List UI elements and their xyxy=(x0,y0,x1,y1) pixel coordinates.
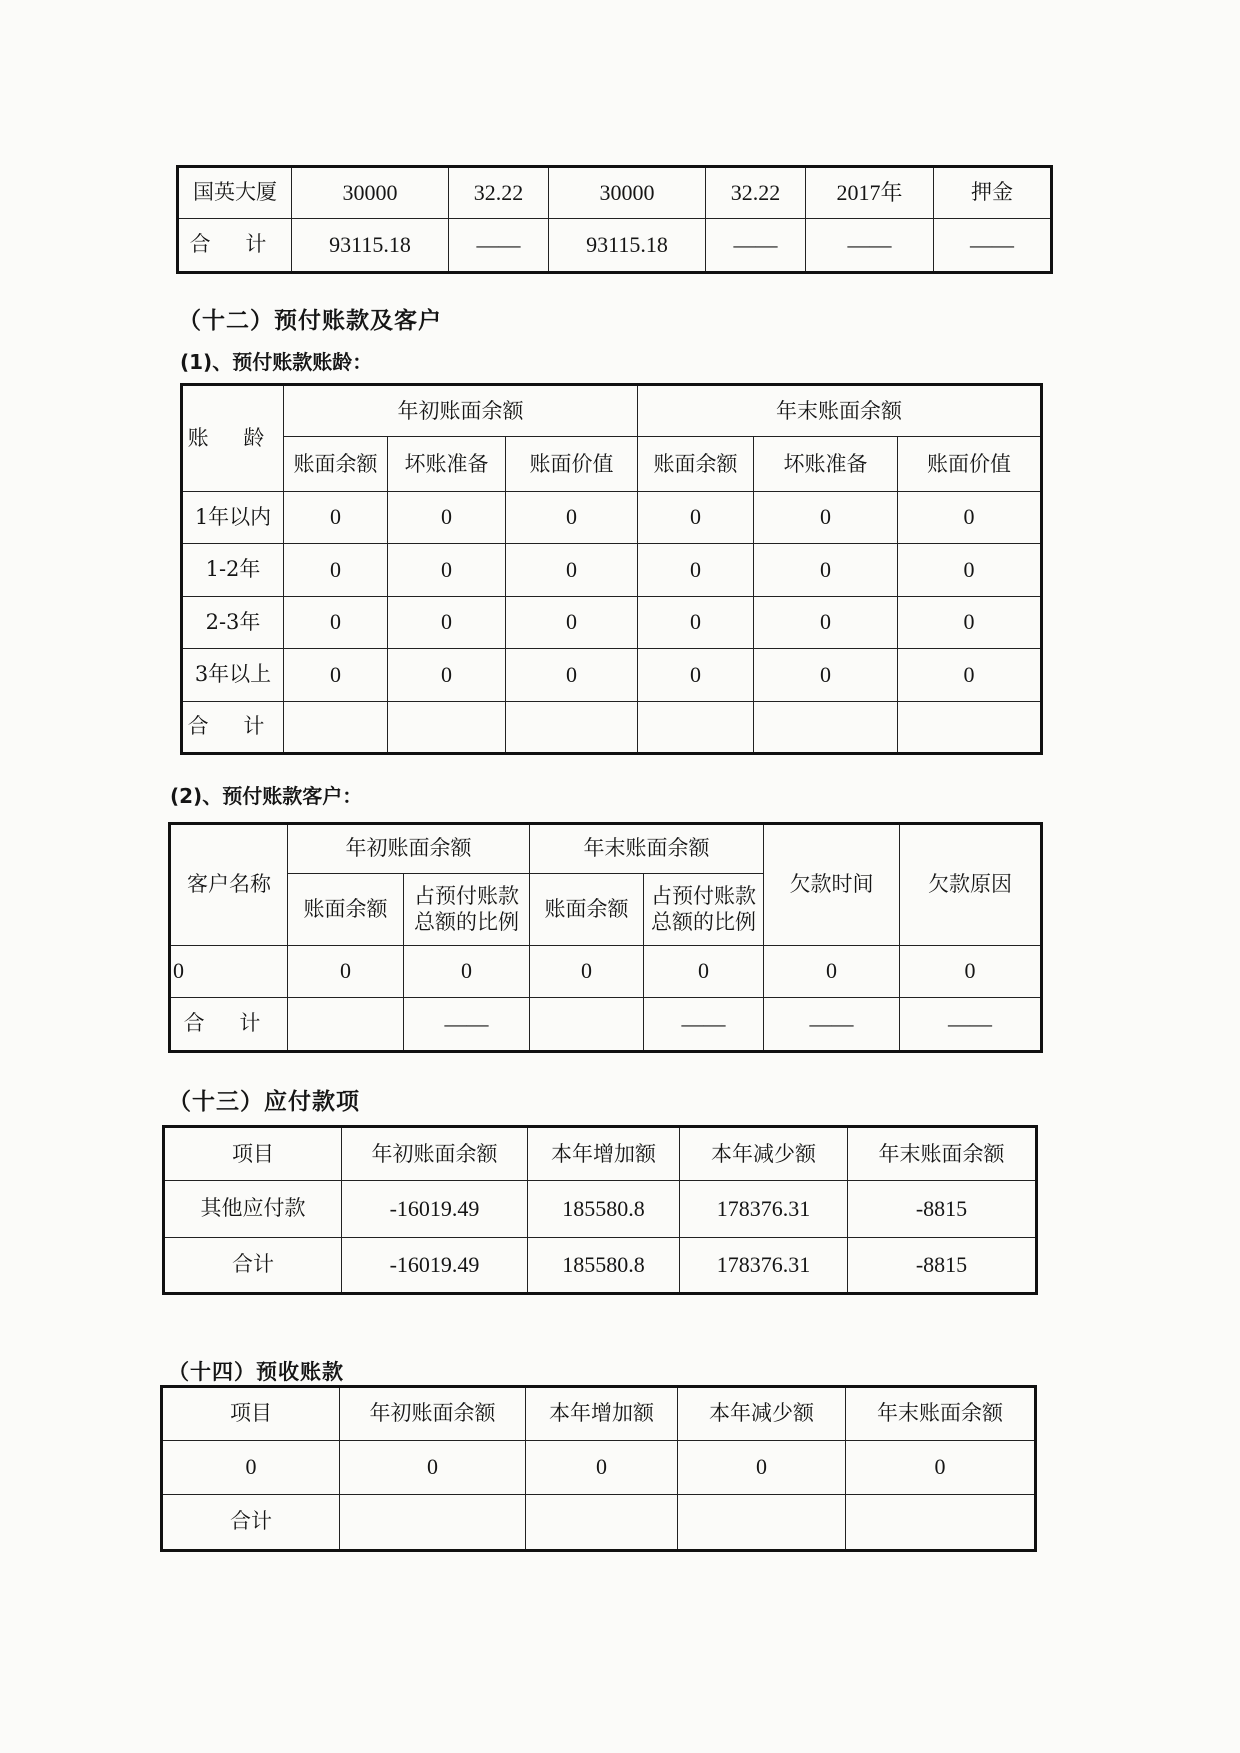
cell-value: 185580.8 xyxy=(528,1181,680,1237)
header-begin-balance: 年初账面余额 xyxy=(340,1387,526,1441)
prepayment-customer-table xyxy=(168,822,1043,1053)
table-row xyxy=(182,491,1042,543)
header-decrease: 本年减少额 xyxy=(680,1127,848,1181)
table-row-total xyxy=(164,1237,1037,1293)
cell-value: 0 xyxy=(898,491,1042,543)
header-begin-ratio: 占预付账款总额的比例 xyxy=(404,874,530,946)
advance-receipts-table xyxy=(160,1385,1037,1552)
cell-value: 93115.18 xyxy=(549,219,706,273)
cell-value xyxy=(284,701,388,753)
cell-value: -8815 xyxy=(848,1237,1037,1293)
cell-value: 0 xyxy=(678,1441,846,1495)
cell-value: 185580.8 xyxy=(528,1237,680,1293)
header-row xyxy=(170,824,1042,874)
cell-value: 0 xyxy=(284,649,388,701)
header-decrease: 本年减少额 xyxy=(678,1387,846,1441)
cell-value: 0 xyxy=(846,1441,1036,1495)
cell-value: 0 xyxy=(404,946,530,998)
cell-value: —— xyxy=(404,998,530,1052)
header-row xyxy=(164,1127,1037,1181)
header-item: 项目 xyxy=(164,1127,342,1181)
section-12-part2-title: (2)、预付账款客户： xyxy=(170,784,363,808)
cell-value: 0 xyxy=(900,946,1042,998)
header-item: 项目 xyxy=(162,1387,340,1441)
cell-item: 其他应付款 xyxy=(164,1181,342,1237)
cell-value: 0 xyxy=(754,596,898,648)
cell-value: 0 xyxy=(506,596,638,648)
cell-value: 0 xyxy=(506,544,638,596)
cell-value xyxy=(388,701,506,753)
header-begin-group: 年初账面余额 xyxy=(288,824,530,874)
cell-value: 178376.31 xyxy=(680,1181,848,1237)
section-12-title: （十二）预付账款及客户 xyxy=(178,308,442,334)
cell-value: 0 xyxy=(388,491,506,543)
cell-item: 0 xyxy=(162,1441,340,1495)
cell-value: 0 xyxy=(284,544,388,596)
cell-value: —— xyxy=(644,998,764,1052)
cell-value: —— xyxy=(764,998,900,1052)
header-increase: 本年增加额 xyxy=(526,1387,678,1441)
header-begin-balance: 年初账面余额 xyxy=(342,1127,528,1181)
cell-value: 0 xyxy=(898,596,1042,648)
cell-value: 0 xyxy=(638,491,754,543)
row-label: 2-3年 xyxy=(182,596,284,648)
header-end-ratio: 占预付账款总额的比例 xyxy=(644,874,764,946)
table-row xyxy=(182,544,1042,596)
header-arrears-time: 欠款时间 xyxy=(764,824,900,946)
header-book-value: 账面价值 xyxy=(506,437,638,491)
header-arrears-reason: 欠款原因 xyxy=(900,824,1042,946)
cell-value: 0 xyxy=(388,596,506,648)
cell-value xyxy=(754,701,898,753)
cell-total-label: 合 计 xyxy=(178,219,292,273)
cell-value: 0 xyxy=(754,544,898,596)
cell-value: —— xyxy=(449,219,549,273)
row-label: 1-2年 xyxy=(182,544,284,596)
cell-value: 32.22 xyxy=(449,167,549,219)
cell-value: 0 xyxy=(388,649,506,701)
cell-value xyxy=(678,1495,846,1551)
cell-value: 0 xyxy=(284,491,388,543)
section-14-title: （十四）预收账款 xyxy=(168,1360,344,1384)
header-end-balance: 账面余额 xyxy=(530,874,644,946)
cell-total-label: 合计 xyxy=(164,1237,342,1293)
cell-value xyxy=(506,701,638,753)
cell-value xyxy=(340,1495,526,1551)
header-begin-balance: 账面余额 xyxy=(288,874,404,946)
prepayment-aging-table xyxy=(180,383,1043,755)
cell-value: 30000 xyxy=(292,167,449,219)
header-aging: 账 龄 xyxy=(182,385,284,492)
header-row xyxy=(162,1387,1036,1441)
cell-total-label: 合 计 xyxy=(170,998,288,1052)
cell-value: 2017年 xyxy=(806,167,934,219)
cell-value: -8815 xyxy=(848,1181,1037,1237)
cell-value: 0 xyxy=(506,491,638,543)
row-label-total: 合 计 xyxy=(182,701,284,753)
table-row xyxy=(162,1441,1036,1495)
header-bad-debt: 坏账准备 xyxy=(388,437,506,491)
row-label: 3年以上 xyxy=(182,649,284,701)
cell-value: 0 xyxy=(638,544,754,596)
cell-value: 178376.31 xyxy=(680,1237,848,1293)
cell-value: —— xyxy=(706,219,806,273)
header-row xyxy=(182,385,1042,437)
table-row xyxy=(182,649,1042,701)
table-row xyxy=(170,946,1042,998)
cell-value: 0 xyxy=(284,596,388,648)
cell-value xyxy=(530,998,644,1052)
cell-value xyxy=(898,701,1042,753)
cell-value: 0 xyxy=(644,946,764,998)
cell-value: 0 xyxy=(526,1441,678,1495)
cell-value: 0 xyxy=(506,649,638,701)
header-bad-debt: 坏账准备 xyxy=(754,437,898,491)
row-label: 1年以内 xyxy=(182,491,284,543)
cell-value: 0 xyxy=(340,1441,526,1495)
table-row-total xyxy=(178,219,1052,273)
cell-value: —— xyxy=(934,219,1052,273)
cell-value: -16019.49 xyxy=(342,1181,528,1237)
cell-value: 0 xyxy=(754,649,898,701)
cell-value: 押金 xyxy=(934,167,1052,219)
header-begin-group: 年初账面余额 xyxy=(284,385,638,437)
cell-value: 0 xyxy=(754,491,898,543)
cell-value: 0 xyxy=(764,946,900,998)
header-end-balance: 年末账面余额 xyxy=(848,1127,1037,1181)
cell-customer: 0 xyxy=(170,946,288,998)
cell-value: 30000 xyxy=(549,167,706,219)
header-book-balance: 账面余额 xyxy=(284,437,388,491)
cell-value: —— xyxy=(806,219,934,273)
cell-value: 0 xyxy=(530,946,644,998)
section-13-title: （十三）应付款项 xyxy=(168,1089,360,1115)
cell-value: 0 xyxy=(898,649,1042,701)
cell-value: 0 xyxy=(638,596,754,648)
header-increase: 本年增加额 xyxy=(528,1127,680,1181)
header-end-group: 年末账面余额 xyxy=(638,385,1042,437)
table-row-total xyxy=(162,1495,1036,1551)
cell-value: 32.22 xyxy=(706,167,806,219)
cell-value xyxy=(638,701,754,753)
cell-value: —— xyxy=(900,998,1042,1052)
cell-value xyxy=(526,1495,678,1551)
header-book-value: 账面价值 xyxy=(898,437,1042,491)
cell-value: 0 xyxy=(288,946,404,998)
deposit-table-continued xyxy=(176,165,1053,274)
cell-total-label: 合计 xyxy=(162,1495,340,1551)
header-book-balance: 账面余额 xyxy=(638,437,754,491)
subheader-row xyxy=(182,437,1042,491)
table-row-total xyxy=(170,998,1042,1052)
cell-value: 0 xyxy=(638,649,754,701)
accounts-payable-table xyxy=(162,1125,1038,1295)
cell-value: -16019.49 xyxy=(342,1237,528,1293)
cell-value xyxy=(846,1495,1036,1551)
header-end-balance: 年末账面余额 xyxy=(846,1387,1036,1441)
cell-name: 国英大厦 xyxy=(178,167,292,219)
cell-value: 0 xyxy=(898,544,1042,596)
table-row xyxy=(178,167,1052,219)
table-row-total xyxy=(182,701,1042,753)
table-row xyxy=(182,596,1042,648)
table-row xyxy=(164,1181,1037,1237)
header-end-group: 年末账面余额 xyxy=(530,824,764,874)
header-customer-name: 客户名称 xyxy=(170,824,288,946)
cell-value: 0 xyxy=(388,544,506,596)
cell-value xyxy=(288,998,404,1052)
cell-value: 93115.18 xyxy=(292,219,449,273)
section-12-part1-title: (1)、预付账款账龄： xyxy=(180,350,373,374)
